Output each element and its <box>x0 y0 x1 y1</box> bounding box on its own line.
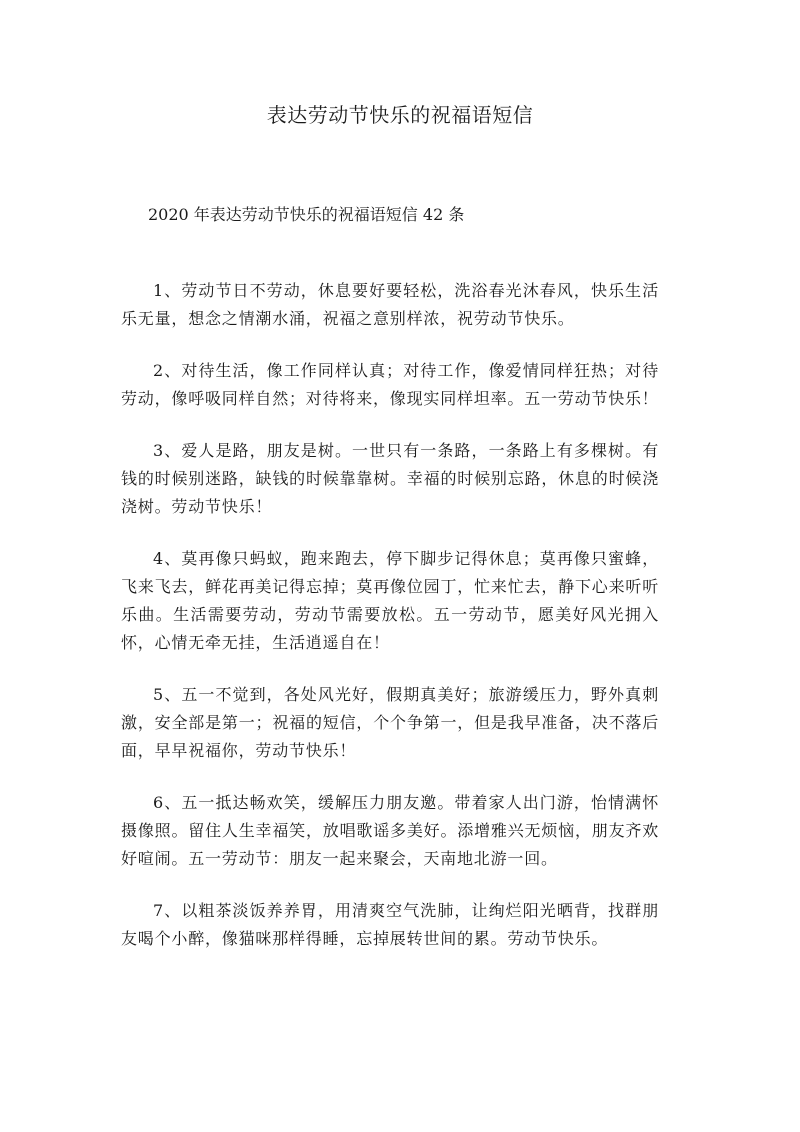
document-body <box>121 277 659 977</box>
document-title: 表达劳动节快乐的祝福语短信 <box>266 103 534 127</box>
paragraph: 6、五一抵达畅欢笑，缓解压力朋友邀。带着家人出门游，怡情满怀摄像照。留住人生幸福笑，放唱歌谣多美好。添增雅兴无烦恼，朋友齐欢好喧闹。五一劳动节：朋友一起来聚会，天南地北游一回。 <box>121 793 659 868</box>
paragraph: 5、五一不觉到，各处风光好，假期真美好；旅游缓压力，野外真刺激，安全部是第一；祝福的短信，个个争第一，但是我早准备，决不落后面，早早祝福你，劳动节快乐！ <box>121 685 659 760</box>
paragraph: 1、劳动节日不劳动，休息要好要轻松，洗浴春光沐春风，快乐生活乐无量，想念之情潮水涌，祝福之意别样浓，祝劳动节快乐。 <box>121 281 659 328</box>
paragraph: 3、爱人是路，朋友是树。一世只有一条路，一条路上有多棵树。有钱的时候别迷路，缺钱的时候靠靠树。幸福的时候别忘路，休息的时候浇浇树。劳动节快乐！ <box>121 441 659 516</box>
paragraph: 4、莫再像只蚂蚁，跑来跑去，停下脚步记得休息；莫再像只蜜蜂，飞来飞去，鲜花再美记得忘掉；莫再像位园丁，忙来忙去，静下心来听听乐曲。生活需要劳动，劳动节需要放松。五一劳动节，愿美好风光拥入怀，心情无牵无挂，生活逍遥自在！ <box>121 549 659 652</box>
paragraph: 7、以粗茶淡饭养养胃，用清爽空气洗肺，让绚烂阳光晒背，找群朋友喝个小醉，像猫咪那样得睡，忘掉展转世间的累。劳动节快乐。 <box>121 901 659 948</box>
document-subtitle: 2020 年表达劳动节快乐的祝福语短信 42 条 <box>148 205 465 224</box>
paragraph: 2、对待生活，像工作同样认真；对待工作，像爱情同样狂热；对待劳动，像呼吸同样自然；对待将来，像现实同样坦率。五一劳动节快乐！ <box>121 361 659 408</box>
